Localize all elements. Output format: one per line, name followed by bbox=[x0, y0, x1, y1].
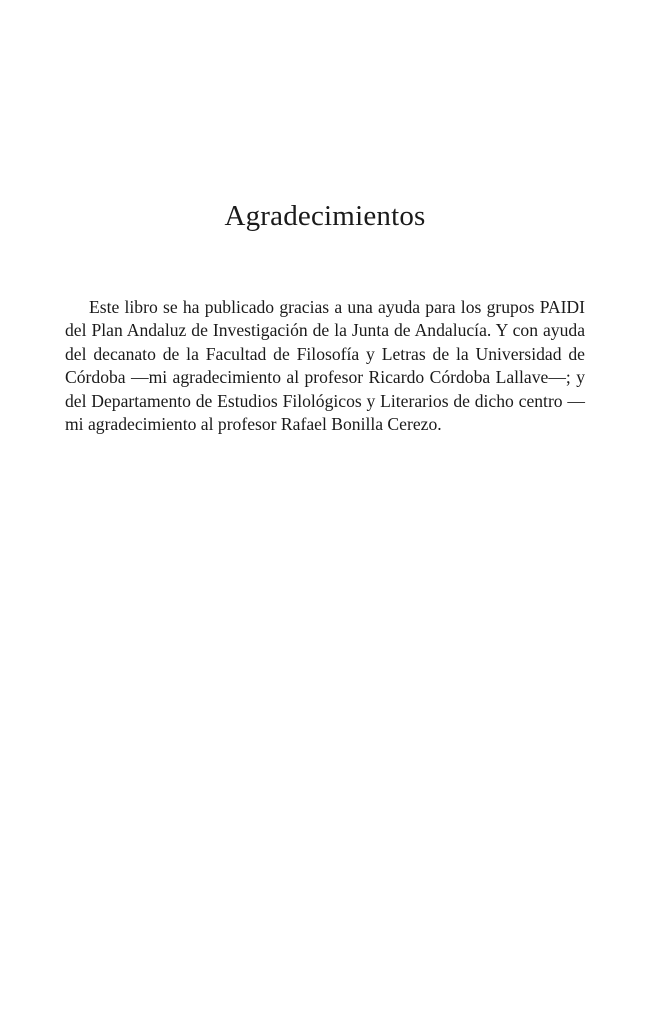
acknowledgements-paragraph: Este libro se ha publicado gracias a una ayuda para los grupos PAIDI del Plan Andaluz de Investigación de la Junta de Andalucía. Y con ayuda del decanato de la Facultad de Filosofía y Letras de la Universidad de Córdoba —mi agradecimiento al profesor Ricardo Córdoba Lallave—; y del Departamento de Estudios Filológicos y Literarios de dicho centro —mi agradecimiento al profesor Rafael Bonilla Cerezo. bbox=[65, 297, 585, 435]
page-title: Agradecimientos bbox=[224, 200, 426, 232]
